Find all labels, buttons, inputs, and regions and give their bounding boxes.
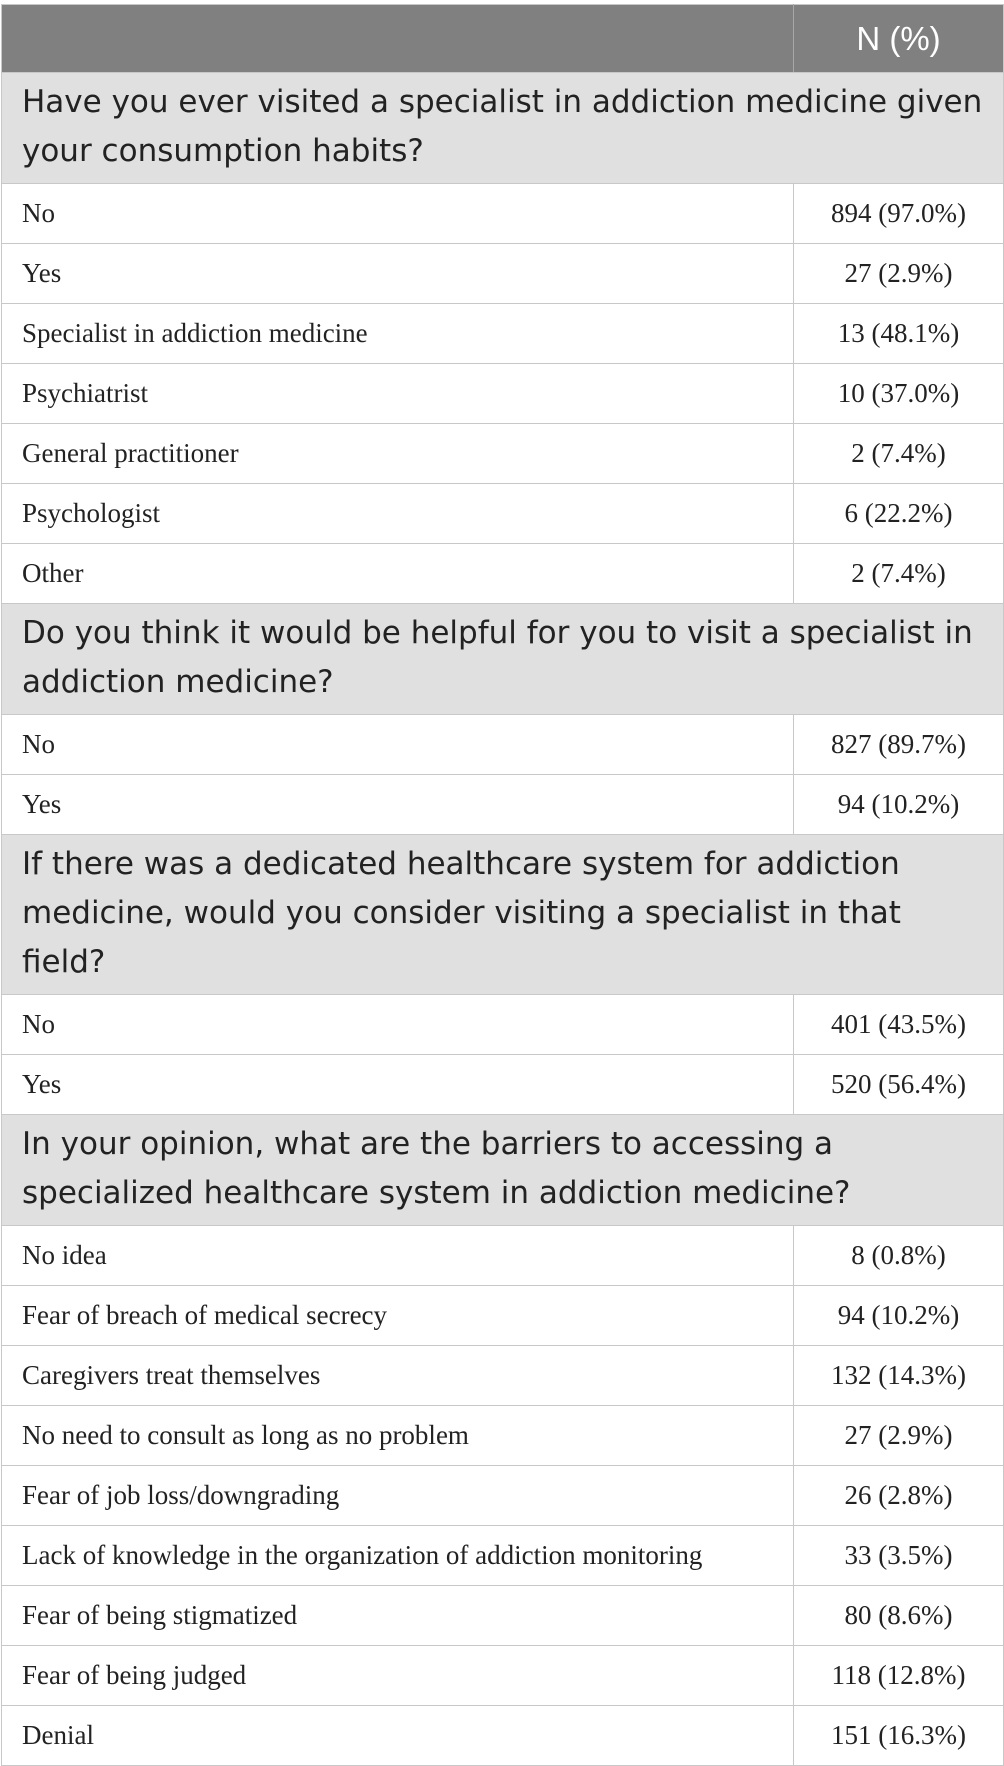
row-value: 6 (22.2%) (794, 484, 1004, 544)
header-n-percent: N (%) (794, 5, 1004, 73)
row-value: 27 (2.9%) (794, 244, 1004, 304)
section-header-row (2, 73, 1004, 184)
table-row (2, 1286, 1004, 1346)
row-label: No (2, 184, 794, 244)
header-row (2, 5, 1004, 73)
table-row (2, 1706, 1004, 1766)
row-label: Caregivers treat themselves (2, 1346, 794, 1406)
row-value: 520 (56.4%) (794, 1055, 1004, 1115)
row-value: 8 (0.8%) (794, 1226, 1004, 1286)
table-body (2, 73, 1004, 1766)
section-header-row (2, 604, 1004, 715)
row-value: 2 (7.4%) (794, 544, 1004, 604)
row-label: Other (2, 544, 794, 604)
section-header-row (2, 835, 1004, 995)
table-row (2, 995, 1004, 1055)
row-value: 80 (8.6%) (794, 1586, 1004, 1646)
row-label: No (2, 995, 794, 1055)
section-header-row (2, 1115, 1004, 1226)
table-row (2, 364, 1004, 424)
section-question: Do you think it would be helpful for you to visit a specialist in addiction medicine? (2, 604, 1004, 715)
section-question: If there was a dedicated healthcare system for addiction medicine, would you consider visiting a specialist in that field? (2, 835, 1004, 995)
row-value: 894 (97.0%) (794, 184, 1004, 244)
row-label: Specialist in addiction medicine (2, 304, 794, 364)
table-row (2, 184, 1004, 244)
section-question: In your opinion, what are the barriers to accessing a specialized healthcare system in addiction medicine? (2, 1115, 1004, 1226)
table-row (2, 304, 1004, 364)
row-label: General practitioner (2, 424, 794, 484)
row-label: Psychiatrist (2, 364, 794, 424)
row-value: 10 (37.0%) (794, 364, 1004, 424)
row-value: 94 (10.2%) (794, 775, 1004, 835)
row-label: Yes (2, 244, 794, 304)
row-label: Yes (2, 1055, 794, 1115)
table-row (2, 1055, 1004, 1115)
table-row (2, 1646, 1004, 1706)
row-value: 151 (16.3%) (794, 1706, 1004, 1766)
table-row (2, 1586, 1004, 1646)
table-row (2, 1346, 1004, 1406)
table-row (2, 424, 1004, 484)
row-value: 132 (14.3%) (794, 1346, 1004, 1406)
row-label: Fear of job loss/downgrading (2, 1466, 794, 1526)
row-label: Lack of knowledge in the organization of addiction monitoring (2, 1526, 794, 1586)
row-value: 2 (7.4%) (794, 424, 1004, 484)
row-label: Yes (2, 775, 794, 835)
row-label: No idea (2, 1226, 794, 1286)
row-value: 118 (12.8%) (794, 1646, 1004, 1706)
table-row (2, 775, 1004, 835)
table-row (2, 1526, 1004, 1586)
row-label: Denial (2, 1706, 794, 1766)
table-row (2, 715, 1004, 775)
row-value: 401 (43.5%) (794, 995, 1004, 1055)
row-label: Fear of breach of medical secrecy (2, 1286, 794, 1346)
data-table (1, 4, 1004, 1766)
row-label: No (2, 715, 794, 775)
row-label: Fear of being stigmatized (2, 1586, 794, 1646)
row-value: 26 (2.8%) (794, 1466, 1004, 1526)
table-row (2, 544, 1004, 604)
row-value: 827 (89.7%) (794, 715, 1004, 775)
row-value: 33 (3.5%) (794, 1526, 1004, 1586)
section-question: Have you ever visited a specialist in addiction medicine given your consumption habits? (2, 73, 1004, 184)
row-label: Psychologist (2, 484, 794, 544)
header-blank-cell (2, 5, 794, 73)
table-row (2, 1466, 1004, 1526)
table-row (2, 1226, 1004, 1286)
table-row (2, 1406, 1004, 1466)
row-label: Fear of being judged (2, 1646, 794, 1706)
table-row (2, 244, 1004, 304)
row-value: 27 (2.9%) (794, 1406, 1004, 1466)
table-row (2, 484, 1004, 544)
row-value: 13 (48.1%) (794, 304, 1004, 364)
row-label: No need to consult as long as no problem (2, 1406, 794, 1466)
row-value: 94 (10.2%) (794, 1286, 1004, 1346)
